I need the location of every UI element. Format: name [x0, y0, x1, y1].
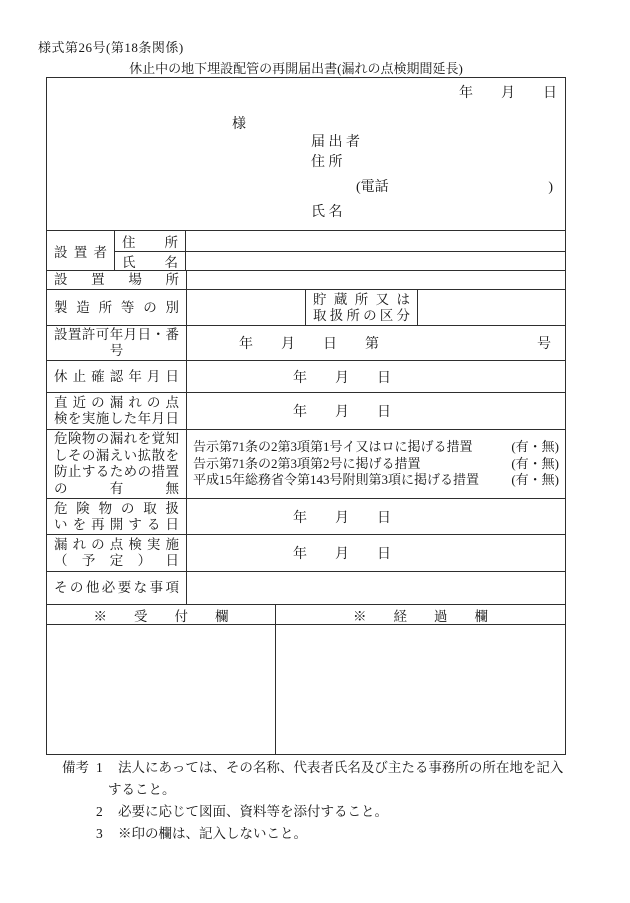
stamp-header-row [47, 604, 565, 624]
resume-date-label-line2: いを再開する日 [54, 516, 179, 532]
leak-check-plan-label-line1: 漏れの点検実施 [54, 537, 179, 552]
facility-category-label-cell [306, 290, 418, 325]
permit-label-line1: 設置許可年月日・番 [54, 327, 179, 342]
measure-item [193, 472, 559, 489]
installer-name-label: 氏名 [122, 255, 178, 270]
permit-number-suffix: 号 [537, 337, 551, 352]
leak-measures-label-line3: 防止するための措置 [54, 464, 179, 479]
location-label-cell [47, 271, 187, 289]
form-table [46, 77, 566, 755]
installer-address-value-cell [186, 231, 565, 251]
installer-address-label-cell [115, 231, 186, 251]
leak-check-plan-value-cell: 年 月 日 [293, 547, 391, 562]
resume-date-label-cell [47, 499, 187, 534]
installer-name-label-cell [115, 252, 186, 270]
notifier-phone-line [356, 180, 553, 196]
suspension-confirmed-row [47, 360, 565, 392]
resume-date-label-line1: 危険物の取扱 [54, 500, 179, 516]
last-leak-check-label-line1: 直近の漏れの点 [54, 395, 179, 410]
last-leak-check-row [47, 392, 565, 429]
form-number: 様式第26号(第18条関係) [38, 40, 184, 55]
note-text: ※印の欄は、記入しないこと。 [118, 826, 307, 841]
measure-item [193, 456, 559, 473]
phone-open-label: (電話 [356, 180, 389, 195]
facility-category-label-line2: 取扱所の区分 [313, 307, 410, 323]
note-text: 必要に応じて図面、資料等を添付すること。 [118, 804, 388, 819]
location-value-cell [187, 271, 565, 289]
leak-check-plan-label-line2: （予定）日 [54, 553, 179, 568]
facility-type-label-cell [47, 290, 187, 325]
addressee-suffix: 様 [232, 117, 246, 132]
installer-row [47, 230, 565, 270]
progress-column-header: ※ 経 過 欄 [353, 608, 488, 624]
resume-date-row [47, 498, 565, 534]
other-label-cell [47, 572, 187, 604]
notifier-address-label: 住 所 [311, 155, 343, 170]
leak-check-plan-row [47, 534, 565, 571]
facility-type-value-cell [187, 290, 306, 325]
resume-date-value-cell: 年 月 日 [293, 510, 391, 526]
permit-row [47, 325, 565, 360]
location-row [47, 270, 565, 289]
facility-type-row [47, 289, 565, 325]
notes-label: 備考 [62, 760, 89, 775]
progress-area [276, 625, 565, 754]
permit-label-line2: 号 [109, 343, 124, 358]
notifier-name-label: 氏 名 [311, 205, 343, 220]
note-text: 法人にあっては、その名称、代表者氏名及び主たる事務所の所在地を記入 [118, 760, 564, 775]
note-item [62, 801, 574, 823]
note-item [62, 757, 574, 779]
other-row [47, 571, 565, 604]
leak-measures-label-line1: 危険物の漏れを覚知 [54, 431, 179, 446]
facility-category-value-cell [418, 290, 565, 325]
last-leak-check-label-line2: 検を実施した年月日 [54, 411, 179, 426]
other-label: その他必要な事項 [54, 580, 179, 595]
notifier-label: 届 出 者 [311, 135, 360, 150]
note-item-continuation [62, 779, 574, 801]
installer-label-cell [47, 231, 115, 270]
facility-category-label-line1: 貯蔵所又は [313, 291, 410, 307]
measure-option: (有・無) [511, 455, 559, 471]
stamp-area-row [47, 624, 565, 754]
note-number: 2 [96, 804, 103, 819]
note-item [62, 823, 574, 845]
installer-name-value-cell [186, 252, 565, 270]
installer-address-label: 住所 [122, 235, 178, 250]
notes-section [62, 757, 574, 845]
submission-date-label: 年 月 日 [459, 86, 557, 101]
leak-check-plan-label-cell [47, 535, 187, 571]
last-leak-check-value-cell: 年 月 日 [293, 405, 391, 420]
permit-value-cell [187, 326, 565, 360]
leak-measures-label-cell [47, 430, 187, 498]
installer-label: 設置者 [54, 244, 107, 260]
measure-item [193, 439, 559, 456]
other-value-cell [187, 572, 565, 604]
note-text: すること。 [108, 782, 176, 797]
header-cell [47, 78, 565, 230]
last-leak-check-label-cell [47, 393, 187, 429]
measure-text: 告示第71条の2第3項第2号に掲げる措置 [193, 455, 421, 471]
measure-text: 告示第71条の2第3項第1号イ又はロに掲げる措置 [193, 439, 473, 455]
facility-type-label: 製造所等の別 [54, 299, 179, 315]
measure-text: 平成15年総務省令第143号附則第3項に掲げる措置 [193, 472, 480, 488]
note-number: 1 [96, 760, 103, 775]
suspension-confirmed-label: 休止確認年月日 [54, 368, 179, 384]
leak-measures-label-line2: しその漏えい拡散を [54, 447, 179, 463]
leak-measures-row [47, 429, 565, 498]
leak-measures-label-line4: の有無 [54, 480, 179, 496]
permit-date-part: 年 月 日 第 [239, 337, 379, 352]
phone-close-label: ) [548, 180, 553, 195]
document-title: 休止中の地下埋設配管の再開届出書(漏れの点検期間延長) [129, 61, 463, 76]
suspension-confirmed-label-cell [47, 361, 187, 392]
reception-column-header: ※ 受 付 欄 [47, 605, 276, 624]
measure-option: (有・無) [511, 439, 559, 455]
reception-area [47, 625, 276, 754]
location-label: 設置場所 [54, 272, 179, 287]
note-number: 3 [96, 826, 103, 841]
measure-option: (有・無) [511, 472, 559, 488]
leak-measures-value-cell [187, 430, 565, 498]
permit-label-cell [47, 326, 187, 360]
suspension-confirmed-value-cell: 年 月 日 [293, 370, 391, 386]
